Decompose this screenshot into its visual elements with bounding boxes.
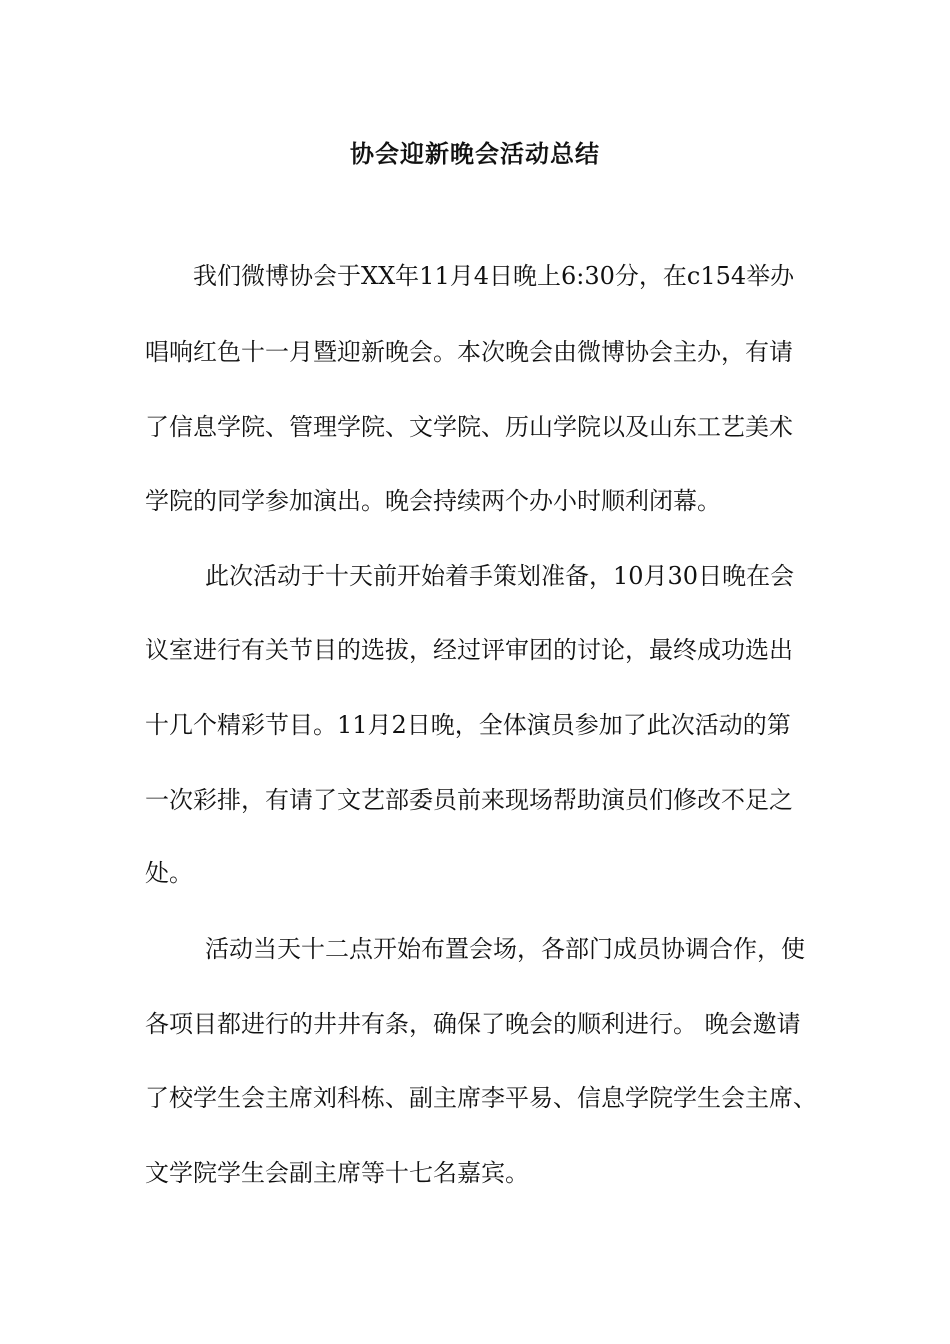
paragraph-line: 了信息学院、管理学院、文学院、历山学院以及山东工艺美术 — [145, 413, 793, 441]
paragraph-line: 了校学生会主席刘科栋、副主席李平易、信息学院学生会主席、 — [145, 1084, 817, 1112]
paragraph-line: 文学院学生会副主席等十七名嘉宾。 — [145, 1159, 529, 1187]
paragraph-line: 十几个精彩节目。11月2日晚，全体演员参加了此次活动的第 — [145, 711, 791, 739]
paragraph-line: 处。 — [145, 859, 193, 887]
paragraph-line: 此次活动于十天前开始着手策划准备，10月30日晚在会 — [205, 562, 795, 590]
paragraph-line: 唱响红色十一月暨迎新晚会。本次晚会由微博协会主办，有请 — [145, 338, 793, 366]
paragraph-line: 活动当天十二点开始布置会场，各部门成员协调合作，使 — [205, 935, 805, 963]
paragraph-line: 学院的同学参加演出。晚会持续两个办小时顺利闭幕。 — [145, 487, 721, 515]
paragraph-line: 各项目都进行的井井有条，确保了晚会的顺利进行。 晚会邀请 — [145, 1010, 801, 1038]
document-title: 协会迎新晚会活动总结 — [350, 140, 600, 168]
paragraph-line: 我们微博协会于XX年11月4日晚上6:30分，在c154举办 — [193, 262, 795, 290]
paragraph-line: 一次彩排，有请了文艺部委员前来现场帮助演员们修改不足之 — [145, 786, 793, 814]
paragraph-line: 议室进行有关节目的选拔，经过评审团的讨论，最终成功选出 — [145, 636, 793, 664]
